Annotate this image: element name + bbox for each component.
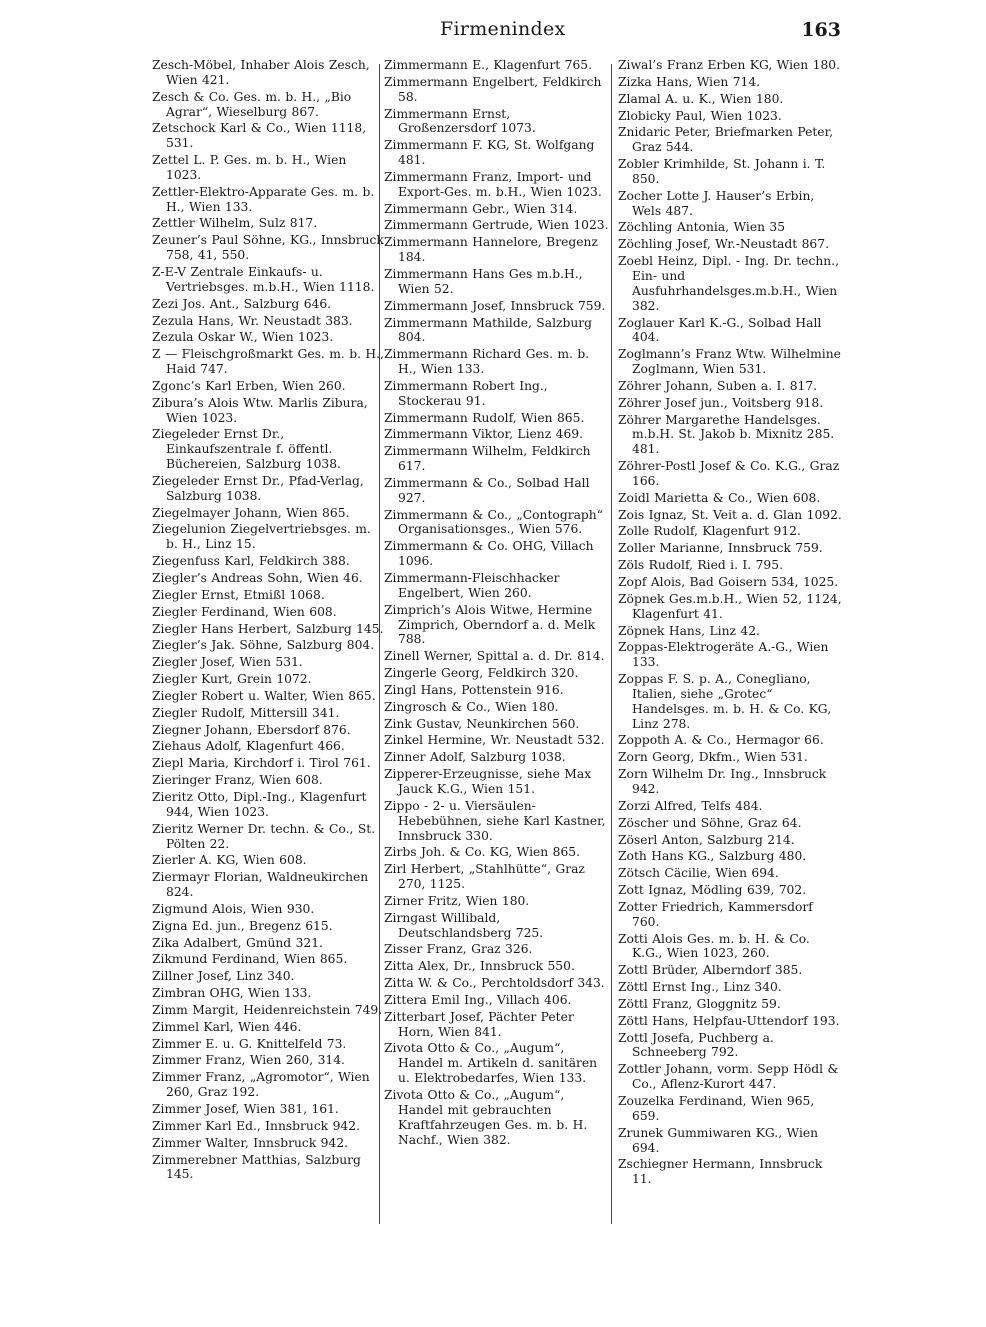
index-entry: Zois Ignaz, St. Veit a. d. Glan 1092. xyxy=(618,507,842,522)
index-column-3 xyxy=(618,58,844,1189)
index-entry: Zocher Lotte J. Hauser’s Erbin, Wels 487. xyxy=(618,188,815,218)
index-entry: Zettel L. P. Ges. m. b. H., Wien 1023. xyxy=(152,153,347,182)
index-entry: Zlamal A. u. K., Wien 180. xyxy=(618,91,784,106)
index-entry: Zimmer Franz, Wien 260, 314. xyxy=(152,1053,345,1068)
index-entry: Zöhrer Margarethe Handelsges. m.b.H. St. Jakob b. Mixnitz 285. 481. xyxy=(618,412,835,457)
index-entry: Zimmer Karl Ed., Innsbruck 942. xyxy=(152,1118,360,1133)
index-entry: Ziegenfuss Karl, Feldkirch 388. xyxy=(152,554,350,569)
index-entry: Zesch & Co. Ges. m. b. H., „Bio Agrar“, Wieselburg 867. xyxy=(152,89,352,119)
index-entry: Zezula Hans, Wr. Neustadt 383. xyxy=(152,313,353,328)
index-entry: Zezula Oskar W., Wien 1023. xyxy=(152,330,334,345)
index-entry: Zgonc’s Karl Erben, Wien 260. xyxy=(152,378,346,393)
index-entry: Znidaric Peter, Briefmarken Peter, Graz 544. xyxy=(618,125,834,155)
index-entry: Zottl Josefa, Puchberg a. Schneeberg 792. xyxy=(618,1030,774,1060)
index-entry: Zirbs Joh. & Co. KG, Wien 865. xyxy=(384,845,581,860)
index-entry: Ziegeleder Ernst Dr., Einkaufszentrale f. öffentl. Büchereien, Salzburg 1038. xyxy=(152,427,341,472)
index-entry: Zimmermann Engelbert, Feldkirch 58. xyxy=(384,74,602,104)
index-entry: Zetschock Karl & Co., Wien 1118, 531. xyxy=(152,121,367,151)
index-entry: Zimmermann Franz, Import- und Export-Ges. m. b.H., Wien 1023. xyxy=(384,169,602,199)
index-entry: Zrunek Gummiwaren KG., Wien 694. xyxy=(618,1125,819,1155)
index-entry: Zimmermann Hannelore, Bregenz 184. xyxy=(384,235,598,265)
index-entry: Zimmermann Rudolf, Wien 865. xyxy=(384,410,585,425)
index-entry: Zezi Jos. Ant., Salzburg 646. xyxy=(152,296,332,311)
index-entry: Zimm Margit, Heidenreichstein 749. xyxy=(152,1002,383,1017)
index-entry: Zotter Friedrich, Kammersdorf 760. xyxy=(618,899,813,929)
page-header xyxy=(0,14,986,44)
index-entry: Zöpnek Ges.m.b.H., Wien 52, 1124, Klagenfurt 41. xyxy=(618,591,842,621)
index-entry: Zimmermann Gebr., Wien 314. xyxy=(384,201,578,216)
index-entry: Zott Ignaz, Mödling 639, 702. xyxy=(618,883,807,898)
index-entry: Zöchling Antonia, Wien 35 xyxy=(618,220,786,235)
index-entry: Zöhrer Josef jun., Voitsberg 918. xyxy=(618,395,824,410)
index-column-1 xyxy=(152,58,384,1184)
index-entry: Zierler A. KG, Wien 608. xyxy=(152,853,307,868)
index-entry: Zikmund Ferdinand, Wien 865. xyxy=(152,952,348,967)
index-entry: Zieritz Otto, Dipl.-Ing., Klagenfurt 944, Wien 1023. xyxy=(152,789,367,819)
index-entry: Zoebl Heinz, Dipl. - Ing. Dr. techn., Ein- und Ausfuhrhandelsges.m.b.H., Wien 382. xyxy=(618,254,839,313)
index-entry: Zötsch Cäcilie, Wien 694. xyxy=(618,866,779,881)
index-entry: Zirner Fritz, Wien 180. xyxy=(384,893,530,908)
index-entry: Zimmermann Robert Ing., Stockerau 91. xyxy=(384,378,548,408)
index-entry: Zoller Marianne, Innsbruck 759. xyxy=(618,541,823,556)
index-entry: Zitterbart Josef, Pächter Peter Horn, Wien 841. xyxy=(384,1009,574,1039)
index-entry: Zöserl Anton, Salzburg 214. xyxy=(618,832,795,847)
index-entry: Ziegelunion Ziegelvertriebsges. m. b. H., Linz 15. xyxy=(152,522,371,552)
index-entry: Zimmermann-Fleischhacker Engelbert, Wien 260. xyxy=(384,571,560,600)
index-entry: Zimmerebner Matthias, Salzburg 145. xyxy=(152,1152,361,1182)
index-entry: Zimmermann & Co. OHG, Villach 1096. xyxy=(384,539,594,569)
index-entry: Zöls Rudolf, Ried i. I. 795. xyxy=(618,558,783,573)
index-entry: Ziegner Johann, Ebersdorf 876. xyxy=(152,722,351,737)
index-entry: Zimmer Walter, Innsbruck 942. xyxy=(152,1135,349,1150)
index-entry: Zöttl Hans, Helpfau-Uttendorf 193. xyxy=(618,1013,840,1028)
index-entry: Ziepl Maria, Kirchdorf i. Tirol 761. xyxy=(152,756,371,771)
index-entry: Zoppas-Elektrogeräte A.-G., Wien 133. xyxy=(618,640,829,670)
index-entry: Ziegler Rudolf, Mittersill 341. xyxy=(152,705,340,720)
index-entry: Zschiegner Hermann, Innsbruck 11. xyxy=(618,1157,823,1187)
index-entry: Zizka Hans, Wien 714. xyxy=(618,74,761,89)
index-entry: Zirl Herbert, „Stahlhütte“, Graz 270, 1125. xyxy=(384,862,585,892)
index-entry: Zimmermann F. KG, St. Wolfgang 481. xyxy=(384,138,595,168)
index-entry: Zimmermann Hans Ges m.b.H., Wien 52. xyxy=(384,266,583,296)
index-entry: Zoth Hans KG., Salzburg 480. xyxy=(618,849,807,864)
index-entry: Zimprich’s Alois Witwe, Hermine Zimprich, Oberndorf a. d. Melk 788. xyxy=(384,602,596,647)
index-entry: Zitta Alex, Dr., Innsbruck 550. xyxy=(384,959,575,974)
index-entry: Ziegler Josef, Wien 531. xyxy=(152,655,303,670)
index-entry: Zimmer E. u. G. Knittelfeld 73. xyxy=(152,1036,347,1051)
index-entry: Zouzelka Ferdinand, Wien 965, 659. xyxy=(618,1094,815,1123)
page-title: Firmenindex xyxy=(440,18,566,40)
index-entry: Zimmermann Mathilde, Salzburg 804. xyxy=(384,315,593,345)
index-entry: Zorn Wilhelm Dr. Ing., Innsbruck 942. xyxy=(618,767,827,796)
index-entry: Ziegeleder Ernst Dr., Pfad-Verlag, Salzburg 1038. xyxy=(152,473,364,503)
index-entry: Zoppoth A. & Co., Hermagor 66. xyxy=(618,733,824,748)
index-entry: Zivota Otto & Co., „Augum“, Handel mit gebrauchten Kraftfahrzeugen Ges. m. b. H. Nachf., Wien 382. xyxy=(384,1088,588,1147)
index-entry: Zibura’s Alois Wtw. Marlis Zibura, Wien 1023. xyxy=(152,395,368,425)
index-entry: Zettler-Elektro-Apparate Ges. m. b. H., Wien 133. xyxy=(152,184,375,214)
index-entry: Zesch-Möbel, Inhaber Alois Zesch, Wien 421. xyxy=(152,58,370,87)
index-entry: Zigna Ed. jun., Bregenz 615. xyxy=(152,918,333,933)
index-entry: Ziehaus Adolf, Klagenfurt 466. xyxy=(152,739,345,754)
index-entry: Z — Fleischgroßmarkt Ges. m. b. H., Haid 747. xyxy=(152,347,384,377)
index-entry: Ziegler’s Jak. Söhne, Salzburg 804. xyxy=(152,638,375,653)
index-entry: Zoglauer Karl K.-G., Solbad Hall 404. xyxy=(618,315,822,345)
index-entry: Zittera Emil Ing., Villach 406. xyxy=(384,992,572,1007)
index-entry: Zinell Werner, Spittal a. d. Dr. 814. xyxy=(384,649,605,664)
index-entry: Zöhrer-Postl Josef & Co. K.G., Graz 166. xyxy=(618,459,840,488)
index-entry: Zigmund Alois, Wien 930. xyxy=(152,901,315,916)
index-entry: Zimmer Josef, Wien 381, 161. xyxy=(152,1102,339,1116)
index-entry: Zöchling Josef, Wr.-Neustadt 867. xyxy=(618,237,829,252)
index-entry: Zingl Hans, Pottenstein 916. xyxy=(384,682,564,697)
index-entry: Zorzi Alfred, Telfs 484. xyxy=(618,798,763,813)
index-entry: Zivota Otto & Co., „Augum“, Handel m. Artikeln d. sanitären u. Elektrobedarfes, Wien 133. xyxy=(384,1041,598,1086)
index-entry: Zimmermann Wilhelm, Feldkirch 617. xyxy=(384,444,591,474)
index-entry: Zillner Josef, Linz 340. xyxy=(152,969,295,984)
index-column-2 xyxy=(384,58,610,1149)
index-entry: Zieringer Franz, Wien 608. xyxy=(152,773,323,788)
index-entry: Zopf Alois, Bad Goisern 534, 1025. xyxy=(618,575,839,589)
index-entry: Ziegler Kurt, Grein 1072. xyxy=(152,672,312,687)
index-entry: Zettler Wilhelm, Sulz 817. xyxy=(152,216,318,231)
index-entry: Zinkel Hermine, Wr. Neustadt 532. xyxy=(384,733,605,748)
index-entry: Zlobicky Paul, Wien 1023. xyxy=(618,108,782,123)
index-entry: Zotti Alois Ges. m. b. H. & Co. K.G., Wien 1023, 260. xyxy=(618,931,810,961)
index-entry: Zottler Johann, vorm. Sepp Hödl & Co., Aflenz-Kurort 447. xyxy=(618,1062,839,1092)
index-entry: Ziegler Robert u. Walter, Wien 865. xyxy=(152,688,376,703)
index-entry: Z-E-V Zentrale Einkaufs- u. Vertriebsges. m.b.H., Wien 1118. xyxy=(152,264,375,294)
column-divider xyxy=(611,64,612,1224)
index-entry: Zeuner’s Paul Söhne, KG., Innsbruck 758, 41, 550. xyxy=(152,233,384,263)
index-entry: Zöpnek Hans, Linz 42. xyxy=(618,623,760,638)
index-entry: Zöttl Franz, Gloggnitz 59. xyxy=(618,996,781,1011)
index-entry: Zorn Georg, Dkfm., Wien 531. xyxy=(618,750,808,765)
index-entry: Ziegler Ferdinand, Wien 608. xyxy=(152,604,337,619)
index-entry: Zoppas F. S. p. A., Conegliano, Italien, siehe „Grotec“ Handelsges. m. b. H. & Co. KG, Linz 278. xyxy=(618,672,832,731)
index-entry: Ziegler Hans Herbert, Salzburg 145. xyxy=(152,621,384,636)
index-entry: Zimmermann E., Klagenfurt 765. xyxy=(384,58,592,72)
index-entry: Zingrosch & Co., Wien 180. xyxy=(384,699,559,714)
index-entry: Zika Adalbert, Gmünd 321. xyxy=(152,935,323,950)
index-entry: Zippo - 2- u. Viersäulen-Hebebühnen, siehe Karl Kastner, Innsbruck 330. xyxy=(384,798,606,843)
index-entry: Zimmermann & Co., Solbad Hall 927. xyxy=(384,475,590,505)
index-entry: Zöttl Ernst Ing., Linz 340. xyxy=(618,980,782,995)
page-number: 163 xyxy=(801,19,841,41)
index-entry: Zimmermann Ernst, Großenzersdorf 1073. xyxy=(384,106,536,136)
index-entry: Zöscher und Söhne, Graz 64. xyxy=(618,815,802,830)
index-entry: Zoidl Marietta & Co., Wien 608. xyxy=(618,490,821,505)
index-entry: Zöhrer Johann, Suben a. I. 817. xyxy=(618,378,818,393)
index-entry: Zimmermann Gertrude, Wien 1023. xyxy=(384,218,609,233)
index-entry: Zoglmann’s Franz Wtw. Wilhelmine Zoglmann, Wien 531. xyxy=(618,347,841,377)
index-entry: Zisser Franz, Graz 326. xyxy=(384,942,533,957)
index-entry: Zitta W. & Co., Perchtoldsdorf 343. xyxy=(384,976,605,991)
index-entry: Zimmel Karl, Wien 446. xyxy=(152,1019,302,1034)
index-entry: Ziwal’s Franz Erben KG, Wien 180. xyxy=(618,58,841,72)
index-entry: Zimbran OHG, Wien 133. xyxy=(152,986,312,1001)
index-entry: Zingerle Georg, Feldkirch 320. xyxy=(384,666,579,681)
index-entry: Zimmermann Viktor, Lienz 469. xyxy=(384,427,583,442)
index-entry: Zottl Brüder, Alberndorf 385. xyxy=(618,963,803,978)
index-entry: Ziegelmayer Johann, Wien 865. xyxy=(152,505,350,520)
index-entry: Ziegler’s Andreas Sohn, Wien 46. xyxy=(152,571,363,585)
index-entry: Zipperer-Erzeugnisse, siehe Max Jauck K.G., Wien 151. xyxy=(384,767,592,796)
index-entry: Zolle Rudolf, Klagenfurt 912. xyxy=(618,524,801,539)
index-entry: Ziegler Ernst, Etmißl 1068. xyxy=(152,587,325,602)
index-entry: Zimmermann & Co., „Contograph“ Organisationsges., Wien 576. xyxy=(384,507,603,537)
index-entry: Zimmer Franz, „Agromotor“, Wien 260, Graz 192. xyxy=(152,1070,370,1100)
index-entry: Zobler Krimhilde, St. Johann i. T. 850. xyxy=(618,157,826,186)
index-entry: Zirngast Willibald, Deutschlandsberg 725. xyxy=(384,910,544,940)
index-entry: Zinner Adolf, Salzburg 1038. xyxy=(384,750,566,765)
index-entry: Zimmermann Richard Ges. m. b. H., Wien 133. xyxy=(384,347,590,377)
index-entry: Ziermayr Florian, Waldneukirchen 824. xyxy=(152,870,369,900)
index-entry: Zimmermann Josef, Innsbruck 759. xyxy=(384,298,606,313)
index-entry: Zink Gustav, Neunkirchen 560. xyxy=(384,716,580,731)
index-entry: Zieritz Werner Dr. techn. & Co., St. Pölten 22. xyxy=(152,821,376,851)
